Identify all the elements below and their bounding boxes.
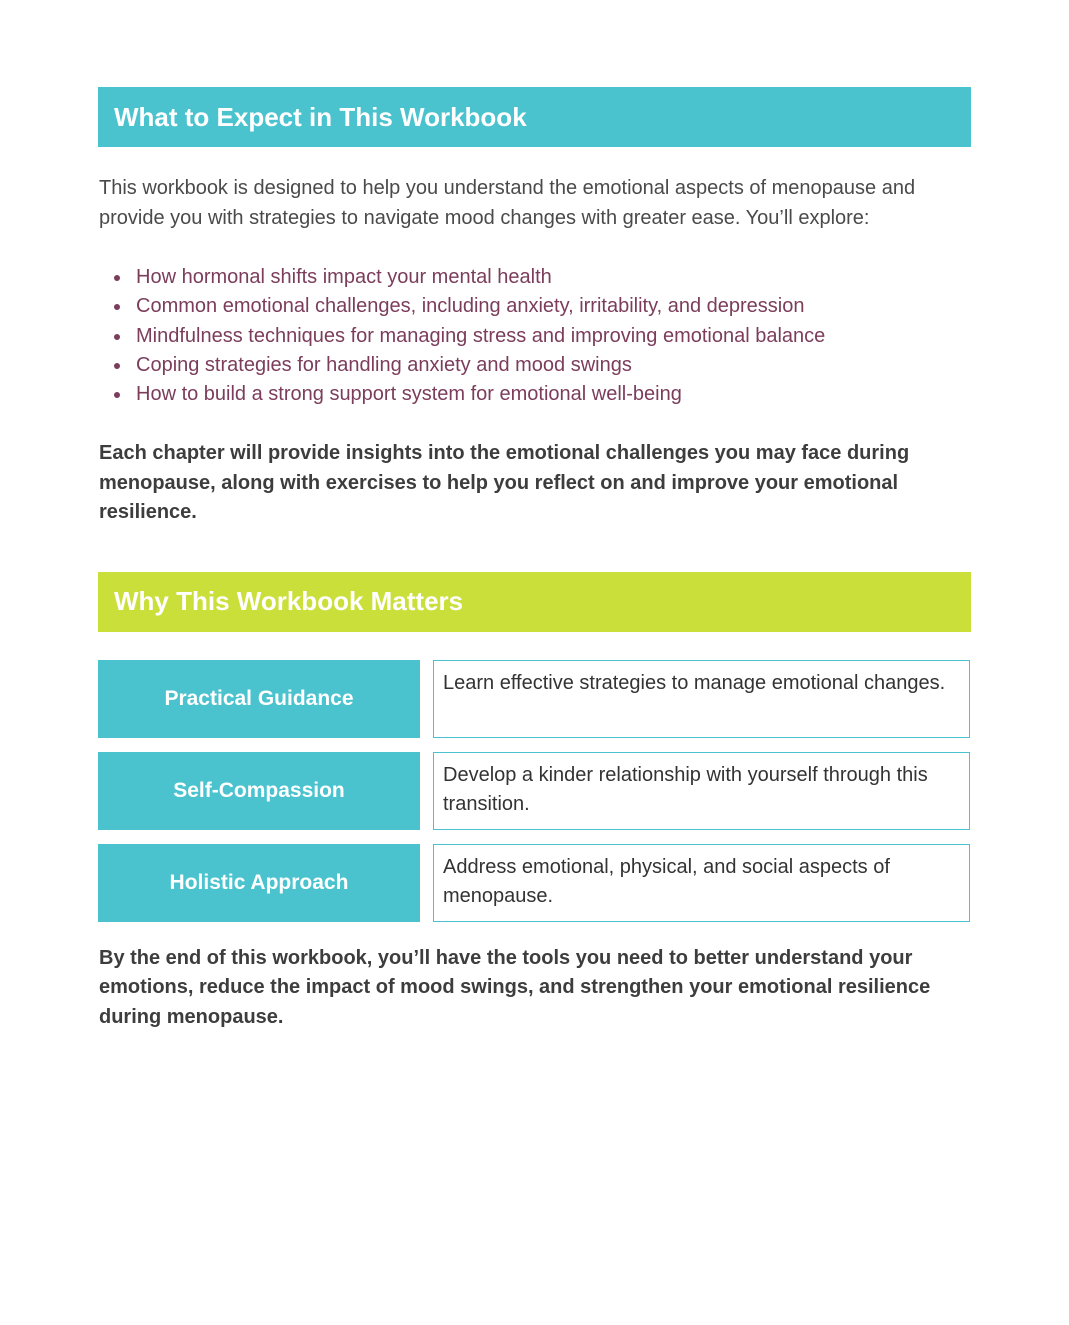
- section-title: What to Expect in This Workbook: [114, 101, 527, 132]
- table-row: [98, 752, 971, 830]
- list-item: Common emotional challenges, including anxiety, irritability, and depression: [108, 292, 971, 321]
- table-row: [98, 844, 971, 922]
- list-item: How hormonal shifts impact your mental health: [108, 263, 971, 292]
- benefit-description: Learn effective strategies to manage emotional changes.: [433, 660, 970, 738]
- benefit-label: Self-Compassion: [98, 752, 420, 830]
- section-header-why-matters: [98, 572, 971, 632]
- table-row: [98, 660, 971, 738]
- chapter-summary-paragraph: Each chapter will provide insights into the emotional challenges you may face during menopause, along with exercises to help you reflect on and improve your emotional resilience.: [99, 442, 910, 524]
- list-item: How to build a strong support system for emotional well-being: [108, 380, 971, 409]
- section-header-what-to-expect: [98, 87, 971, 147]
- benefit-label: Practical Guidance: [98, 660, 420, 738]
- topics-list: [98, 263, 971, 409]
- benefit-description: Develop a kinder relationship with yourself through this transition.: [433, 752, 970, 830]
- section-title: Why This Workbook Matters: [114, 586, 464, 617]
- workbook-page: [98, 87, 971, 1032]
- list-item: Mindfulness techniques for managing stress and improving emotional balance: [108, 322, 971, 351]
- closing-paragraph: By the end of this workbook, you’ll have the tools you need to better understand your emotions, reduce the impact of mood swings, and strengthen your emotional resilience during menopause.: [99, 946, 931, 1028]
- benefit-label: Holistic Approach: [98, 844, 420, 922]
- intro-paragraph: This workbook is designed to help you understand the emotional aspects of menopause and provide you with strategies to navigate mood changes with greater ease. You’ll explore:: [99, 177, 916, 229]
- benefit-description: Address emotional, physical, and social aspects of menopause.: [433, 844, 970, 922]
- benefits-table: [98, 660, 971, 922]
- list-item: Coping strategies for handling anxiety and mood swings: [108, 351, 971, 380]
